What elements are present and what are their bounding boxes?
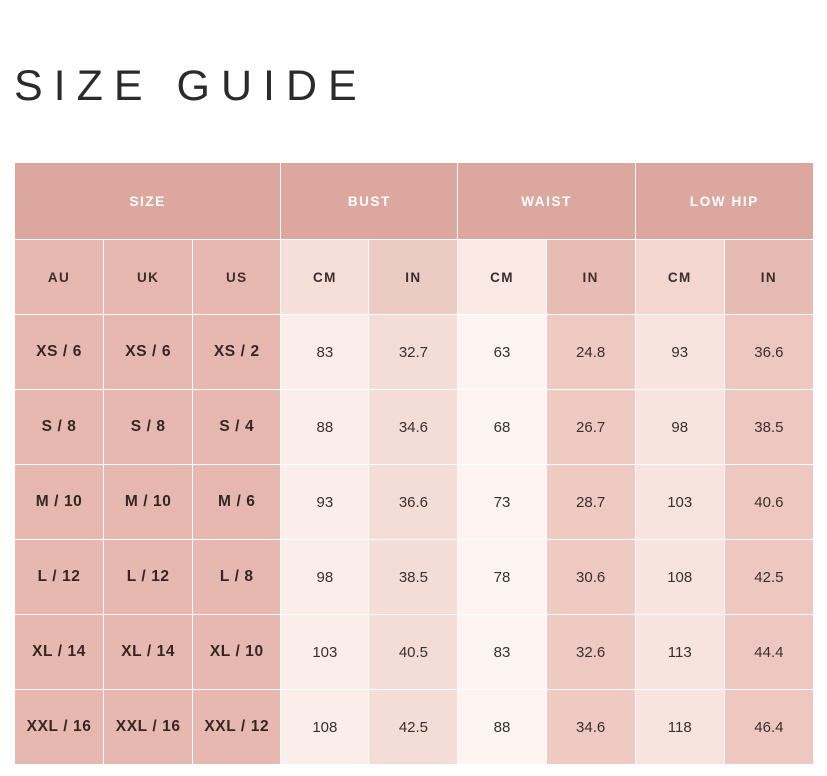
cell-waist-in: 28.7 bbox=[546, 465, 635, 540]
cell-bust-cm: 83 bbox=[281, 315, 369, 390]
table-sub-header-row bbox=[15, 240, 814, 315]
cell-uk: XXL / 16 bbox=[104, 690, 193, 765]
cell-bust-in: 32.7 bbox=[369, 315, 458, 390]
table-row bbox=[15, 315, 814, 390]
sub-header-waist-in: IN bbox=[546, 240, 635, 315]
cell-us: XS / 2 bbox=[193, 315, 281, 390]
cell-au: XS / 6 bbox=[15, 315, 104, 390]
size-chart-table bbox=[14, 162, 814, 765]
sub-header-hip-in: IN bbox=[724, 240, 813, 315]
table-row bbox=[15, 465, 814, 540]
sub-header-us: US bbox=[193, 240, 281, 315]
cell-waist-cm: 88 bbox=[458, 690, 546, 765]
cell-au: XL / 14 bbox=[15, 615, 104, 690]
cell-waist-in: 34.6 bbox=[546, 690, 635, 765]
cell-bust-cm: 93 bbox=[281, 465, 369, 540]
cell-hip-cm: 103 bbox=[635, 465, 724, 540]
cell-au: S / 8 bbox=[15, 390, 104, 465]
cell-waist-cm: 78 bbox=[458, 540, 546, 615]
page-title: SIZE GUIDE bbox=[14, 62, 368, 110]
cell-hip-in: 42.5 bbox=[724, 540, 813, 615]
cell-hip-cm: 113 bbox=[635, 615, 724, 690]
cell-hip-cm: 118 bbox=[635, 690, 724, 765]
cell-waist-cm: 73 bbox=[458, 465, 546, 540]
cell-hip-in: 44.4 bbox=[724, 615, 813, 690]
cell-hip-cm: 93 bbox=[635, 315, 724, 390]
sub-header-au: AU bbox=[15, 240, 104, 315]
cell-waist-in: 30.6 bbox=[546, 540, 635, 615]
cell-bust-in: 36.6 bbox=[369, 465, 458, 540]
cell-bust-cm: 103 bbox=[281, 615, 369, 690]
sub-header-waist-cm: CM bbox=[458, 240, 546, 315]
table-body bbox=[15, 315, 814, 765]
sub-header-bust-in: IN bbox=[369, 240, 458, 315]
cell-waist-in: 32.6 bbox=[546, 615, 635, 690]
sub-header-uk: UK bbox=[104, 240, 193, 315]
cell-hip-in: 46.4 bbox=[724, 690, 813, 765]
cell-us: XL / 10 bbox=[193, 615, 281, 690]
sub-header-hip-cm: CM bbox=[635, 240, 724, 315]
cell-us: M / 6 bbox=[193, 465, 281, 540]
cell-hip-cm: 98 bbox=[635, 390, 724, 465]
cell-hip-in: 36.6 bbox=[724, 315, 813, 390]
cell-uk: L / 12 bbox=[104, 540, 193, 615]
cell-hip-in: 38.5 bbox=[724, 390, 813, 465]
cell-uk: XS / 6 bbox=[104, 315, 193, 390]
group-header-size: SIZE bbox=[15, 163, 281, 240]
table-row bbox=[15, 690, 814, 765]
size-chart-container bbox=[14, 162, 814, 765]
cell-bust-in: 34.6 bbox=[369, 390, 458, 465]
cell-bust-in: 40.5 bbox=[369, 615, 458, 690]
cell-bust-cm: 88 bbox=[281, 390, 369, 465]
cell-us: L / 8 bbox=[193, 540, 281, 615]
cell-waist-cm: 68 bbox=[458, 390, 546, 465]
group-header-bust: BUST bbox=[281, 163, 458, 240]
cell-hip-in: 40.6 bbox=[724, 465, 813, 540]
cell-uk: S / 8 bbox=[104, 390, 193, 465]
table-row bbox=[15, 390, 814, 465]
cell-uk: XL / 14 bbox=[104, 615, 193, 690]
cell-au: XXL / 16 bbox=[15, 690, 104, 765]
cell-hip-cm: 108 bbox=[635, 540, 724, 615]
cell-bust-in: 42.5 bbox=[369, 690, 458, 765]
group-header-low-hip: LOW HIP bbox=[635, 163, 813, 240]
cell-waist-in: 26.7 bbox=[546, 390, 635, 465]
table-row bbox=[15, 540, 814, 615]
cell-bust-cm: 108 bbox=[281, 690, 369, 765]
cell-bust-in: 38.5 bbox=[369, 540, 458, 615]
cell-us: S / 4 bbox=[193, 390, 281, 465]
cell-au: L / 12 bbox=[15, 540, 104, 615]
table-group-header-row bbox=[15, 163, 814, 240]
cell-us: XXL / 12 bbox=[193, 690, 281, 765]
sub-header-bust-cm: CM bbox=[281, 240, 369, 315]
cell-bust-cm: 98 bbox=[281, 540, 369, 615]
cell-waist-cm: 63 bbox=[458, 315, 546, 390]
cell-uk: M / 10 bbox=[104, 465, 193, 540]
cell-au: M / 10 bbox=[15, 465, 104, 540]
cell-waist-in: 24.8 bbox=[546, 315, 635, 390]
group-header-waist: WAIST bbox=[458, 163, 635, 240]
table-row bbox=[15, 615, 814, 690]
cell-waist-cm: 83 bbox=[458, 615, 546, 690]
